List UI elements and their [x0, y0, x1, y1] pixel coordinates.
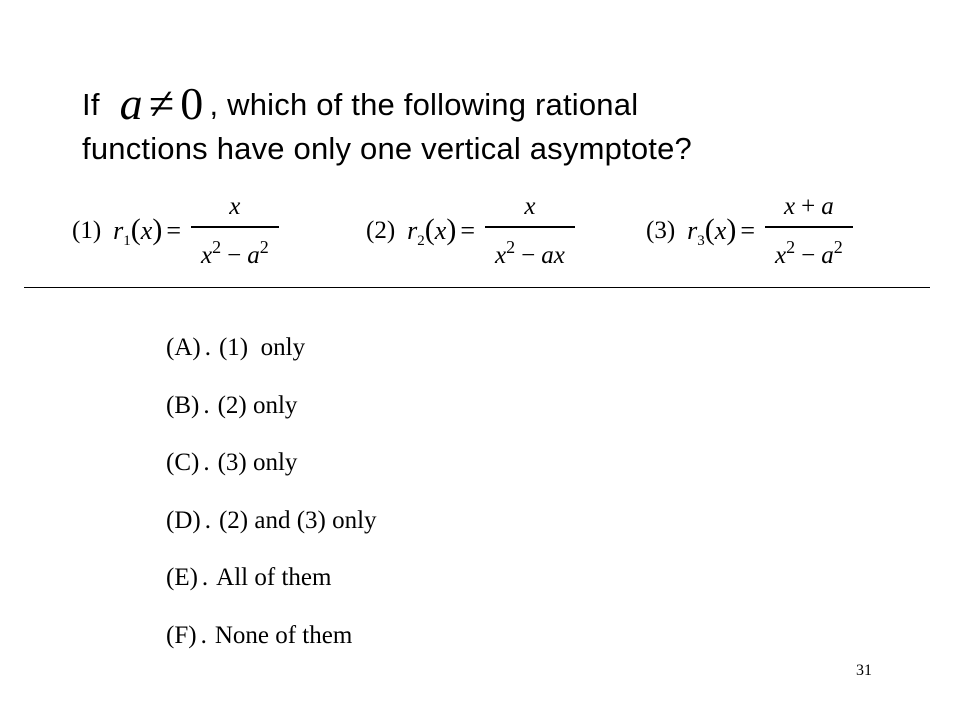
function-3-fraction	[765, 192, 853, 271]
function-1-lhs	[113, 213, 187, 250]
choice-text: (2) and (3) only	[218, 506, 377, 534]
numerator	[219, 192, 250, 222]
close-paren: )	[446, 212, 457, 246]
not-equal-sign: ≠	[148, 78, 175, 129]
denominator-term-2: a	[821, 241, 834, 269]
question-line-1	[82, 78, 902, 129]
close-paren: )	[726, 212, 737, 246]
minus-sign: −	[801, 241, 816, 269]
choice-separator: .	[203, 449, 210, 476]
function-2-fraction	[485, 192, 575, 271]
equals-sign: =	[460, 215, 475, 245]
function-3-lhs	[687, 213, 761, 250]
function-name: r	[407, 215, 418, 245]
question-prefix: If	[82, 87, 100, 122]
choice-letter: (E)	[166, 564, 198, 591]
denominator-term-1: x	[495, 241, 507, 269]
numerator-term: x	[524, 193, 536, 220]
question-line-2: functions have only one vertical asymptote?	[82, 131, 692, 166]
minus-sign: −	[227, 241, 242, 269]
choice-separator: .	[203, 391, 210, 419]
fraction-bar	[765, 226, 853, 228]
minus-sign: −	[521, 241, 536, 269]
choice-f[interactable]	[166, 617, 377, 675]
function-argument: x	[434, 215, 447, 245]
open-paren: (	[704, 212, 715, 246]
function-3-label: (3)	[646, 217, 676, 245]
choice-text: (3) only	[217, 449, 298, 476]
denominator	[765, 232, 853, 271]
condition-variable: a	[119, 78, 143, 129]
choice-letter: (D)	[166, 506, 201, 534]
denominator	[485, 232, 575, 271]
choice-b[interactable]	[166, 387, 377, 445]
open-paren: (	[424, 212, 435, 246]
denominator-term-1: x	[201, 241, 213, 269]
fraction-bar	[191, 226, 279, 228]
function-argument: x	[714, 215, 727, 245]
denominator	[191, 232, 279, 271]
function-1	[72, 192, 279, 271]
function-name: r	[687, 215, 698, 245]
choice-letter: (B)	[166, 391, 200, 419]
close-paren: )	[152, 212, 163, 246]
function-subscript: 2	[417, 232, 425, 249]
function-argument: x	[140, 215, 153, 245]
open-paren: (	[130, 212, 141, 246]
denominator-exponent-1: 2	[786, 236, 796, 257]
choice-letter: (A)	[166, 334, 201, 361]
choice-a[interactable]	[166, 329, 377, 387]
equals-sign: =	[166, 215, 181, 245]
function-1-fraction	[191, 192, 279, 271]
choice-letter: (C)	[166, 449, 200, 476]
choice-text: All of them	[216, 564, 332, 591]
question-line-1-rest: , which of the following rational	[209, 87, 639, 122]
numerator-term-2: a	[821, 193, 834, 220]
function-subscript: 1	[123, 232, 131, 249]
function-2-label: (2)	[366, 217, 396, 245]
choice-e[interactable]	[166, 559, 377, 617]
denominator-exponent-2: 2	[259, 236, 269, 257]
choice-separator: .	[204, 506, 211, 534]
question-text	[82, 78, 902, 171]
denominator-exponent-2: 2	[833, 236, 843, 257]
answer-choices	[166, 329, 377, 674]
numerator	[514, 192, 545, 222]
choice-separator: .	[204, 334, 211, 361]
function-1-label: (1)	[72, 217, 102, 245]
function-2-lhs	[407, 213, 481, 250]
function-3	[646, 192, 853, 271]
condition-value: 0	[180, 78, 204, 129]
choice-letter: (F)	[166, 621, 197, 649]
numerator	[774, 192, 844, 222]
denominator-exponent-1: 2	[212, 236, 222, 257]
choice-text: (2) only	[217, 391, 298, 419]
choice-d[interactable]	[166, 502, 377, 560]
nonzero-condition	[119, 78, 204, 129]
denominator-term-2: ax	[541, 241, 565, 269]
function-2	[366, 192, 575, 271]
denominator-term-1: x	[775, 241, 787, 269]
choice-separator: .	[200, 621, 207, 649]
plus-sign: +	[801, 193, 816, 220]
fraction-bar	[485, 226, 575, 228]
choice-text: (1) only	[218, 334, 306, 361]
numerator-term: x	[229, 193, 241, 220]
equals-sign: =	[740, 215, 755, 245]
page-number: 31	[856, 662, 872, 679]
function-name: r	[113, 215, 124, 245]
denominator-term-2: a	[247, 241, 260, 269]
divider-line	[24, 287, 930, 288]
choice-separator: .	[201, 564, 209, 591]
function-subscript: 3	[697, 232, 705, 249]
choice-text: None of them	[214, 621, 353, 649]
numerator-term-1: x	[784, 193, 796, 220]
choice-c[interactable]	[166, 444, 377, 502]
denominator-exponent-1: 2	[506, 236, 516, 257]
